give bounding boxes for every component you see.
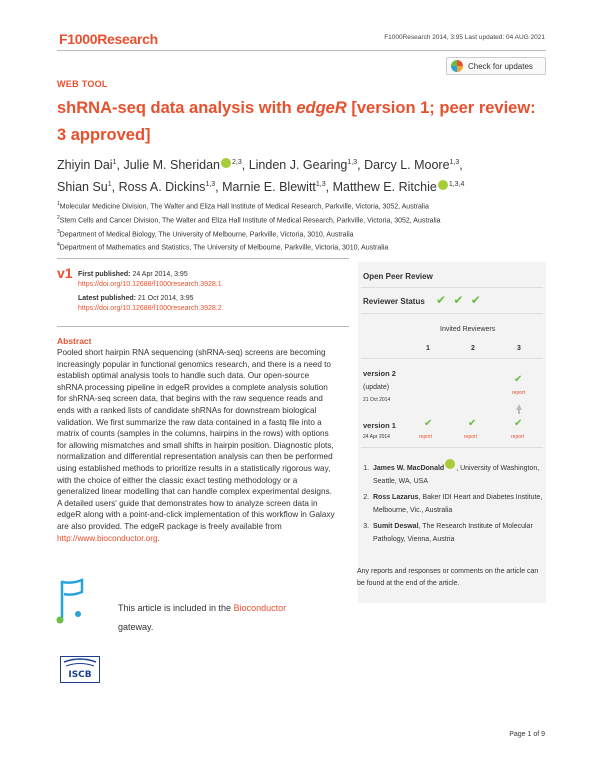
latest-doi-link[interactable]: https://doi.org/10.12688/f1000research.3928.2: [78, 305, 222, 312]
affiliation: $^3$Department of Medical Biology, The University of Melbourne, Parkville, Victoria, 3010, Australia: [57, 228, 354, 238]
opr-divider: [361, 358, 543, 359]
version-2-date: 21 Oct 2014: [363, 397, 391, 403]
author[interactable]: Julie M. Sheridan $^{2,3}$: [123, 158, 242, 173]
header-meta: F1000Research 2014, 3:95 Last updated: 04 AUG 2021: [384, 34, 545, 41]
svg-text:ISCB: ISCB: [68, 670, 92, 680]
opr-divider: [361, 287, 543, 288]
approved-icon: ✔: [514, 374, 523, 385]
report-link[interactable]: report: [464, 434, 478, 440]
approved-icon: ✔: [468, 418, 477, 429]
affiliation: $^2$Stem Cells and Cancer Division, The Walter and Eliza Hall Institute of Medical Research, Parkville, Victoria, 3052, Australia: [57, 214, 441, 225]
opr-divider: [361, 447, 543, 448]
first-doi-link[interactable]: https://doi.org/10.12688/f1000research.3928.1: [78, 281, 222, 288]
author[interactable]: Marnie E. Blewitt$^{1,3}$: [222, 180, 326, 195]
affiliation: $^1$Molecular Medicine Division, The Walter and Eliza Hall Institute of Medical Research, Parkville, Victoria, 3052, Australia: [57, 201, 429, 211]
opr-divider: [361, 313, 543, 314]
author[interactable]: Shian Su$^1$: [57, 180, 112, 195]
opr-note: Any reports and responses or comments on the article can be found at the end of the article.: [357, 568, 539, 588]
approved-icon: ✔: [424, 418, 433, 429]
bioconductor-link[interactable]: http://www.bioconductor.org: [57, 533, 158, 543]
f1000-logo[interactable]: F1000Research: [59, 31, 158, 47]
author[interactable]: Ross A. Dickins$^{1,3}$: [118, 180, 216, 195]
author[interactable]: Zhiyin Dai$^1$: [57, 158, 117, 173]
bioconductor-logo[interactable]: [56, 578, 86, 624]
pub-divider: [57, 258, 349, 259]
author[interactable]: Matthew E. Ritchie $^{1,3,4}$: [332, 180, 465, 195]
reviewer-item: 1. James W. MacDonald , University of Washington, Seattle, WA, USA: [371, 459, 545, 488]
crossmark-icon: [451, 60, 463, 72]
gateway-text: This article is included in the Bioconductor gateway.: [118, 603, 287, 632]
reviewer-list: [363, 459, 545, 551]
reviewer-col-2: 2: [471, 345, 475, 352]
bioconductor-gateway-link[interactable]: Bioconductor: [233, 603, 287, 613]
iscb-logo[interactable]: [60, 656, 100, 683]
reviewer-item: 3. Sumit Deswal, The Research Institute of Molecular Pathology, Vienna, Austria: [371, 521, 545, 546]
abstract-heading: Abstract: [57, 336, 92, 346]
reviewer-col-3: 3: [517, 345, 521, 352]
version-2-label[interactable]: version 2: [363, 369, 396, 378]
version-badge: v1: [57, 265, 73, 281]
article-title: shRNA-seq data analysis with edgeR [version 1; peer review: 3 approved]: [57, 99, 536, 144]
approved-icon: ✔: [514, 418, 523, 429]
orcid-icon[interactable]: [445, 459, 455, 469]
reviewer-status-checks: ✔ ✔ ✔: [436, 293, 483, 307]
opr-title: Open Peer Review: [363, 272, 433, 281]
article-type: WEB TOOL: [57, 79, 108, 89]
report-link[interactable]: report: [512, 390, 526, 396]
report-link[interactable]: report: [419, 434, 433, 440]
header-divider: [57, 50, 546, 51]
version-2-sub: (update): [363, 384, 390, 391]
version-1-label[interactable]: version 1: [363, 421, 396, 430]
check-updates-button[interactable]: Check for updates: [446, 57, 546, 75]
abstract-body: Pooled short hairpin RNA sequencing (shRNA-seq) screens are becoming increasingly popular in functional genomics research, and there is a need to establish optimal analysis tools to handle such data. Our open-source shRNA processing pipeline in edgeR provides a complete analysis solution for shRNA-seq screen data, that begins with the raw sequence reads and ends with a ranked lists of candidate shRNAs for downstream biological validation. We first summarize the raw data contained in a fastq file into a matrix of counts (samples in the columns, hairpins in the rows) with options for allowing mismatches and small shifts in hairpin position. Diagnostic plots, normalization and differential representation analysis can then be performed using established methods to prioritize results in a statistically rigorous way, with the choice of either the classic exact testing methodology or a generalized linear modelling that can handle complex experimental designs. A detailed users' guide that demonstrates how to analyze screen data in edgeR along with a point-and-click implementation of this workflow in Galaxy are also provided. The edgeR package is freely available from http://www.bioconductor.org.: [57, 348, 335, 543]
affiliations: [57, 199, 547, 254]
arrow-stem: [518, 409, 520, 414]
author[interactable]: Linden J. Gearing$^{1,3}$: [248, 158, 358, 173]
reviewer-status-label: Reviewer Status: [363, 297, 425, 306]
orcid-icon[interactable]: [438, 180, 448, 190]
author[interactable]: Darcy L. Moore$^{1,3}$: [364, 158, 460, 173]
publication-info: First published: 24 Apr 2014, 3:95 https://doi.org/10.12688/f1000research.3928.1 Latest published: 21 Oct 2014, 3:95 https://doi.org/10.12688/f1000research.3928.2: [78, 271, 222, 312]
invited-reviewers-label: Invited Reviewers: [440, 326, 496, 333]
reviewer-col-1: 1: [426, 345, 430, 352]
version-1-date: 24 Apr 2014: [363, 434, 390, 440]
page-number: Page 1 of 9: [509, 731, 545, 738]
author-list: Zhiyin Dai$^1$, Julie M. Sheridan $^{2,3}$, Linden J. Gearing$^{1,3}$, Darcy L. Moore$^{1,3}$, Shian Su$^1$, Ross A. Dickins$^{1,3}$, Marnie E. Blewitt$^{1,3}$, Matthew E. Ritchie $^{1,3,4}$: [57, 158, 465, 195]
orcid-icon[interactable]: [221, 158, 231, 168]
abstract-divider: [57, 326, 349, 327]
report-link[interactable]: report: [511, 434, 525, 440]
affiliation: $^4$Department of Mathematics and Statistics, The University of Melbourne, Parkville, Victoria, 3010, Australia: [57, 242, 389, 252]
reviewer-item: 2. Ross Lazarus, Baker IDI Heart and Diabetes Institute, Melbourne, Vic., Australia: [371, 492, 545, 517]
